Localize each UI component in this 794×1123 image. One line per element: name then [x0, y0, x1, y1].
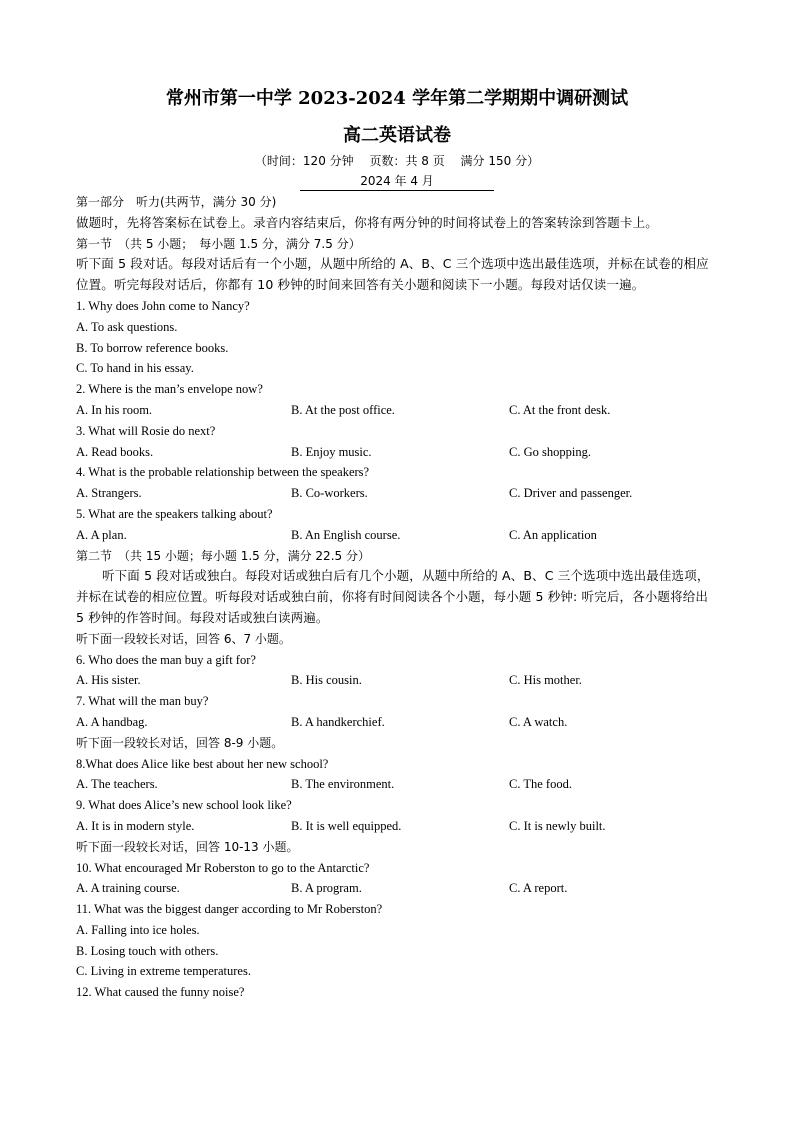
question-6-options [76, 670, 718, 691]
question-4-options [76, 483, 718, 504]
exam-date: 2024 年 4 月 [300, 172, 494, 191]
question-3-options [76, 442, 718, 463]
question-9-option-b: B. It is well equipped. [291, 818, 402, 833]
question-4: 4. What is the probable relationship between the speakers? [76, 465, 370, 480]
question-2-options [76, 400, 718, 421]
question-4-option-c: C. Driver and passenger. [509, 486, 633, 501]
question-10-option-b: B. A program. [291, 881, 362, 896]
question-2-option-c: C. At the front desk. [509, 402, 611, 417]
question-7: 7. What will the man buy? [76, 694, 209, 709]
question-5-option-b: B. An English course. [291, 527, 401, 542]
question-9-option-c: C. It is newly built. [509, 818, 606, 833]
question-9-options [76, 816, 718, 837]
section2-instruction: 听下面 5 段对话或独白。每段对话或独白后有几个小题，从题中所给的 A、B、C 三个选项中选出最佳选项，并标在试卷的相应位置。听每段对话或独白前，你将有时间阅读各个小题，每小题 5 秒钟: 听完后，各小题将给出 5 秒钟的作答时间。每段对话或独白读两遍。 [76, 568, 710, 625]
section1-instruction: 听下面 5 段对话。每段对话后有一个小题，从题中所给的 A、B、C 三个选项中选出最佳选项，并标在试卷的相应位置。听完每段对话后，你都有 10 秒钟的时间来回答有关小题和阅读下一小题。每段对话仅读一遍。 [76, 256, 709, 293]
question-6-option-b: B. His cousin. [291, 673, 362, 688]
question-11-option-c: C. Living in extreme temperatures. [76, 964, 251, 979]
question-6: 6. Who does the man buy a gift for? [76, 652, 256, 667]
intro-questions-8-9: 听下面一段较长对话，回答 8-9 小题。 [76, 735, 284, 750]
question-8-option-a: A. The teachers. [76, 777, 158, 792]
question-10-option-a: A. A training course. [76, 881, 180, 896]
question-7-option-b: B. A handkerchief. [291, 714, 385, 729]
question-1-option-b: B. To borrow reference books. [76, 340, 229, 355]
question-11-option-a: A. Falling into ice holes. [76, 922, 200, 937]
question-2: 2. Where is the man’s envelope now? [76, 382, 263, 397]
question-7-options [76, 712, 718, 733]
section1-heading: 第一节 （共 5 小题； 每小题 1.5 分，满分 7.5 分） [76, 236, 361, 251]
question-1: 1. Why does John come to Nancy? [76, 298, 250, 313]
question-8-option-b: B. The environment. [291, 777, 395, 792]
question-10-options [76, 878, 718, 899]
question-11: 11. What was the biggest danger according to Mr Roberston? [76, 902, 383, 917]
question-9-option-a: A. It is in modern style. [76, 818, 195, 833]
question-5-options [76, 525, 718, 546]
question-8-option-c: C. The food. [509, 777, 572, 792]
question-3-option-c: C. Go shopping. [509, 444, 591, 459]
question-7-option-c: C. A watch. [509, 714, 568, 729]
intro-questions-10-13: 听下面一段较长对话，回答 10-13 小题。 [76, 839, 299, 854]
exam-subtitle: 高二英语试卷 [343, 125, 451, 146]
question-6-option-c: C. His mother. [509, 673, 582, 688]
question-10-option-c: C. A report. [509, 881, 568, 896]
question-10: 10. What encouraged Mr Roberston to go to the Antarctic? [76, 860, 370, 875]
question-6-option-a: A. His sister. [76, 673, 141, 688]
question-5-option-c: C. An application [509, 527, 597, 542]
section2-heading: 第二节 （共 15 小题；每小题 1.5 分，满分 22.5 分） [76, 548, 370, 563]
exam-info: （时间：120 分钟 页数：共 8 页 满分 150 分） [254, 154, 540, 168]
exam-date-line [76, 172, 718, 192]
exam-page [76, 82, 718, 1003]
question-12: 12. What caused the funny noise? [76, 985, 245, 1000]
question-1-option-a: A. To ask questions. [76, 319, 178, 334]
question-2-option-b: B. At the post office. [291, 402, 395, 417]
question-9: 9. What does Alice’s new school look like? [76, 798, 292, 813]
question-3-option-a: A. Read books. [76, 444, 154, 459]
question-4-option-a: A. Strangers. [76, 486, 142, 501]
question-1-option-c: C. To hand in his essay. [76, 361, 194, 376]
question-4-option-b: B. Co-workers. [291, 486, 368, 501]
exam-title: 常州市第一中学 2023-2024 学年第二学期期中调研测试 [165, 88, 629, 109]
intro-questions-6-7: 听下面一段较长对话，回答 6、7 小题。 [76, 631, 291, 646]
question-5: 5. What are the speakers talking about? [76, 506, 273, 521]
question-5-option-a: A. A plan. [76, 527, 127, 542]
question-8: 8.What does Alice like best about her new school? [76, 756, 329, 771]
question-3-option-b: B. Enjoy music. [291, 444, 372, 459]
question-3: 3. What will Rosie do next? [76, 423, 216, 438]
question-7-option-a: A. A handbag. [76, 714, 148, 729]
question-2-option-a: A. In his room. [76, 402, 153, 417]
question-8-options [76, 774, 718, 795]
part1-instruction: 做题时，先将答案标在试卷上。录音内容结束后，你将有两分钟的时间将试卷上的答案转涂到答题卡上。 [76, 214, 658, 230]
question-11-option-b: B. Losing touch with others. [76, 943, 219, 958]
part1-heading: 第一部分 听力(共两节，满分 30 分) [76, 195, 277, 209]
